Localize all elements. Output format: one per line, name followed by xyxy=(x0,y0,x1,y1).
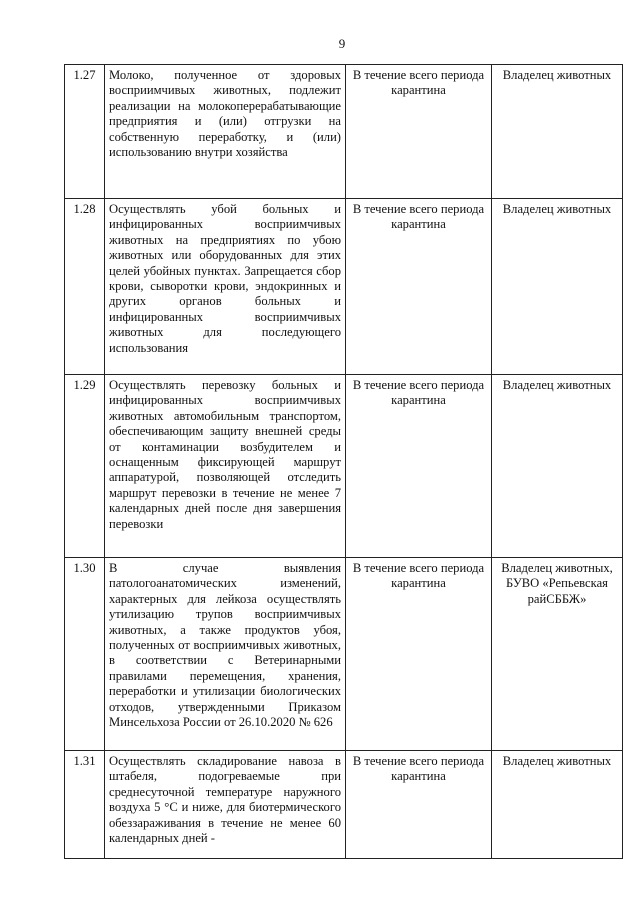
measure-text: Осуществлять перевозку больных и инфицированных восприимчивых животных автомобильным транспортом, обеспечивающим защиту внешней среды от контаминации возбудителем и оснащенным фиксирующей маршрут аппаратурой, позволяющей отследить маршрут перевозки в течение не менее 7 календарных дней после дня завершения перевозки xyxy=(105,375,346,558)
measure-text: Молоко, полученное от здоровых восприимчивых животных, подлежит реализации на молокоперерабатывающие предприятия и (или) отгрузки на собственную переработку, и (или) использованию внутри хозяйства xyxy=(105,65,346,199)
table-row xyxy=(65,199,623,375)
table-row xyxy=(65,65,623,199)
table-row xyxy=(65,375,623,558)
measure-text: Осуществлять убой больных и инфицированных восприимчивых животных на предприятиях по убою животных или оборудованных для этих целей убойных пунктах. Запрещается сбор крови, сыворотки крови, эндокринных и других органов больных и инфицированных восприимчивых животных для последующего использования xyxy=(105,199,346,375)
term-cell: В течение всего периода карантина xyxy=(346,375,492,558)
responsible-cell: Владелец животных, БУВО «Репьевская райСББЖ» xyxy=(492,558,623,751)
term-cell: В течение всего периода карантина xyxy=(346,751,492,859)
row-number: 1.29 xyxy=(65,375,105,558)
responsible-cell: Владелец животных xyxy=(492,751,623,859)
table-row xyxy=(65,751,623,859)
responsible-cell: Владелец животных xyxy=(492,199,623,375)
term-cell: В течение всего периода карантина xyxy=(346,65,492,199)
measure-text: Осуществлять складирование навоза в штабеля, подогреваемые при среднесуточной температуре наружного воздуха 5 °С и ниже, для биотермического обеззараживания в течение не менее 60 календарных дней - xyxy=(105,751,346,859)
row-number: 1.31 xyxy=(65,751,105,859)
term-cell: В течение всего периода карантина xyxy=(346,199,492,375)
row-number: 1.28 xyxy=(65,199,105,375)
row-number: 1.27 xyxy=(65,65,105,199)
term-cell: В течение всего периода карантина xyxy=(346,558,492,751)
table-row xyxy=(65,558,623,751)
measures-table xyxy=(64,64,623,859)
responsible-cell: Владелец животных xyxy=(492,65,623,199)
page-number: 9 xyxy=(338,36,346,51)
row-number: 1.30 xyxy=(65,558,105,751)
measure-text: В случае выявления патологоанатомических изменений, характерных для лейкоза осуществлять утилизацию трупов восприимчивых животных, а также продуктов убоя, полученных от восприимчивых животных, в соответствии с Ветеринарными правилами перемещения, хранения, переработки и утилизации биологических отходов, утвержденными Приказом Минсельхоза России от 26.10.2020 № 626 xyxy=(105,558,346,751)
responsible-cell: Владелец животных xyxy=(492,375,623,558)
